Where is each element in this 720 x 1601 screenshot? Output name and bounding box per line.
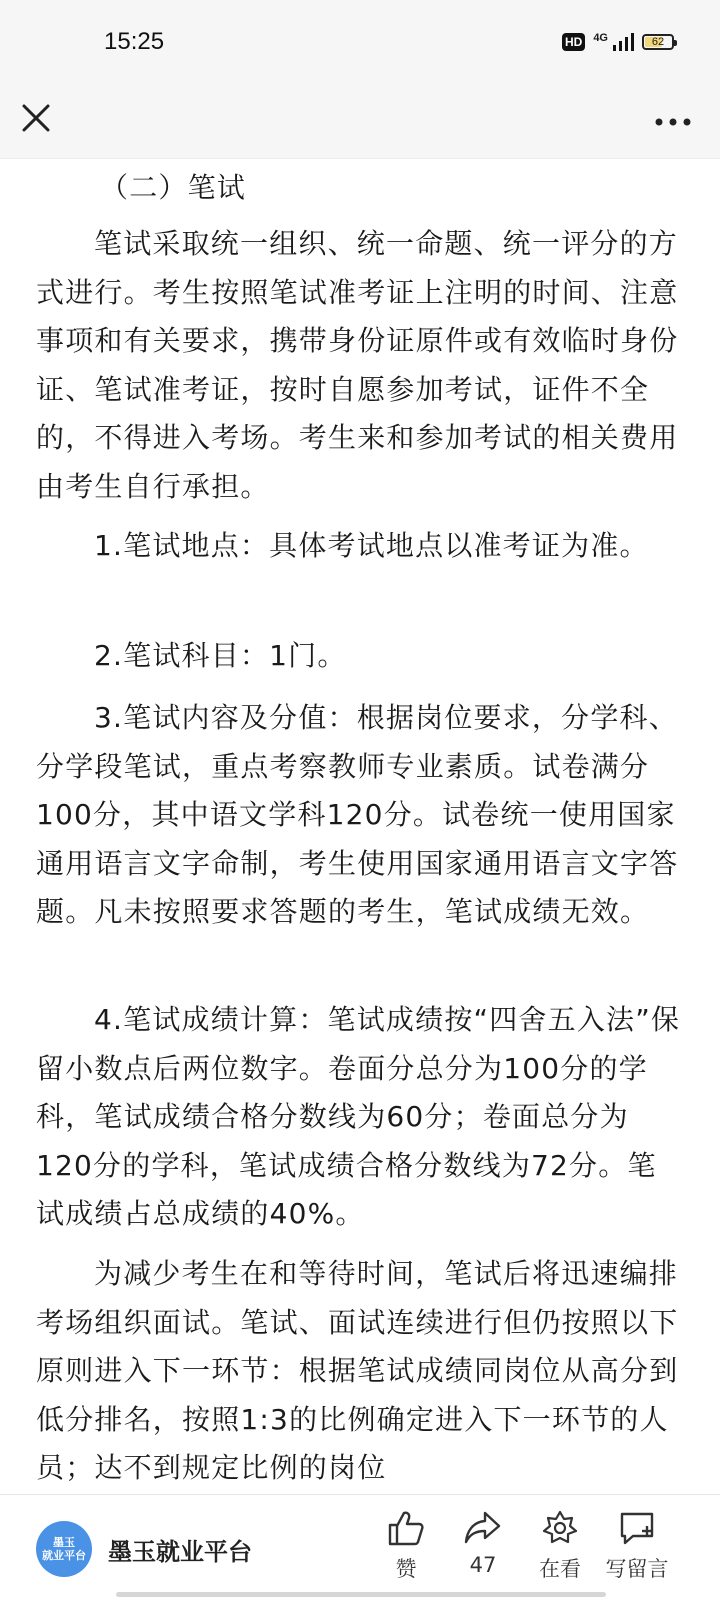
network-type-label: 4G — [593, 32, 608, 44]
section-heading: （二）笔试 — [100, 171, 247, 204]
status-time: 15:25 — [104, 28, 165, 55]
hd-badge: HD — [562, 33, 585, 51]
comment-plus-icon — [617, 1509, 657, 1547]
share-icon — [463, 1509, 503, 1547]
paragraph-interview-arrangement: 为减少考生在和等待时间，笔试后将迅速编排考场组织面试。笔试、面试连续进行但仍按照以下原则进入下一环节：根据笔试成绩同岗位从高分到低分排名，按照1:3的比例确定进入下一环节的人员；达不到规定比例的岗位 — [36, 1257, 679, 1484]
battery-icon — [642, 34, 674, 50]
close-button[interactable] — [16, 98, 56, 138]
paragraph-exam-location: 1.笔试地点：具体考试地点以准考证为准。 — [94, 529, 649, 562]
account-name[interactable]: 墨玉就业平台 — [108, 1538, 252, 1566]
write-comment-button[interactable] — [601, 1509, 673, 1583]
like-label: 赞 — [395, 1557, 417, 1581]
share-button[interactable] — [447, 1509, 519, 1577]
star-flower-icon — [540, 1509, 580, 1547]
like-button[interactable] — [370, 1509, 442, 1583]
logo-line1: 墨玉 — [53, 1536, 75, 1549]
article-body — [0, 158, 720, 1494]
thumbs-up-icon — [386, 1509, 426, 1547]
battery-level: 62 — [651, 36, 665, 48]
paragraph-exam-subject: 2.笔试科目：1门。 — [94, 639, 347, 672]
paragraph-exam-method: 笔试采取统一组织、统一命题、统一评分的方式进行。考生按照笔试准考证上注明的时间、注意事项和有关要求，携带身份证原件或有效临时身份证、笔试准考证，按时自愿参加考试，证件不全的，不得进入考场。考生来和参加考试的相关费用由考生自行承担。 — [36, 227, 679, 503]
share-count: 47 — [469, 1553, 497, 1577]
paragraph-exam-content: 3.笔试内容及分值：根据岗位要求，分学科、分学段笔试，重点考察教师专业素质。试卷满分100分，其中语文学科120分。试卷统一使用国家通用语言文字命制，考生使用国家通用语言文字答题。凡未按照要求答题的考生，笔试成绩无效。 — [36, 701, 679, 928]
status-icons — [562, 32, 674, 52]
home-indicator[interactable] — [116, 1592, 606, 1597]
logo-line2: 就业平台 — [42, 1549, 86, 1562]
nav-bar — [0, 90, 720, 159]
account-avatar[interactable] — [36, 1521, 92, 1577]
signal-4g-icon — [593, 32, 634, 52]
paragraph-exam-score: 4.笔试成绩计算：笔试成绩按“四舍五入法”保留小数点后两位数字。卷面分总分为100分的学科，笔试成绩合格分数线为60分；卷面总分为120分的学科，笔试成绩合格分数线为72分。笔试成绩占总成绩的40%。 — [36, 1003, 681, 1230]
close-icon — [16, 98, 56, 138]
status-bar — [0, 0, 720, 90]
write-comment-label: 写留言 — [605, 1557, 669, 1581]
bottom-bar — [0, 1494, 720, 1601]
wow-button[interactable] — [524, 1509, 596, 1583]
more-dots-icon — [652, 100, 694, 140]
more-options-button[interactable] — [652, 100, 694, 140]
wow-label: 在看 — [539, 1557, 581, 1581]
